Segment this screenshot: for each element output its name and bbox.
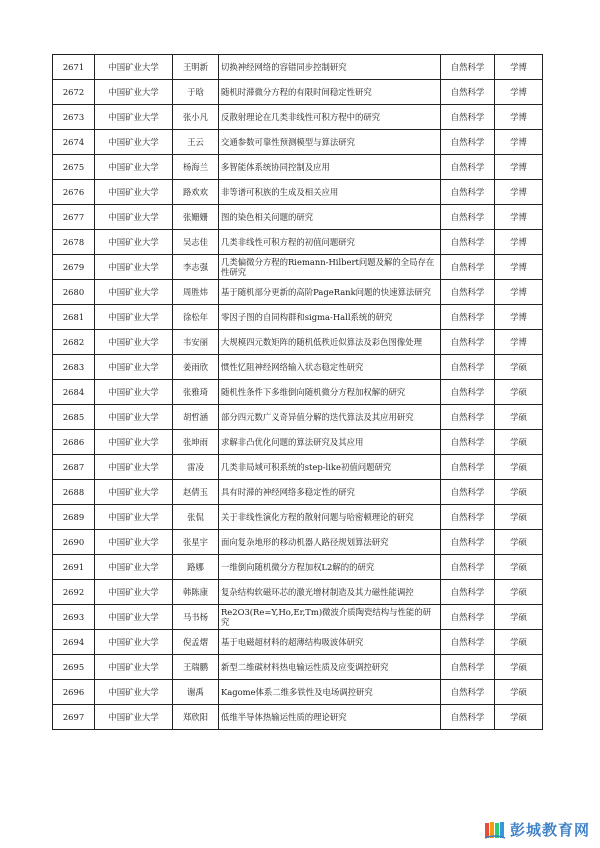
subject-category: 自然科学 [441,380,495,405]
thesis-title: 低维半导体热输运性质的理论研究 [219,705,441,730]
student-name: 张侃 [173,505,219,530]
thesis-title: Re2O3(Re=Y,Ho,Er,Tm)微波介质陶瓷结构与性能的研究 [219,605,441,630]
student-name: 杨海兰 [173,155,219,180]
student-name: 张雅琦 [173,380,219,405]
subject-category: 自然科学 [441,655,495,680]
record-number: 2679 [53,255,95,280]
record-number: 2685 [53,405,95,430]
record-number: 2676 [53,180,95,205]
student-name: 韦安丽 [173,330,219,355]
student-name: 周胜炜 [173,280,219,305]
thesis-title: 复杂结构软磁环芯的激光增材制造及其力磁性能调控 [219,580,441,605]
thesis-title: 基于随机部分更新的高阶PageRank问题的快速算法研究 [219,280,441,305]
subject-category: 自然科学 [441,455,495,480]
school-name: 中国矿业大学 [95,205,173,230]
subject-category: 自然科学 [441,555,495,580]
student-name: 王明新 [173,55,219,80]
thesis-title: 大规模四元数矩阵的随机低秩近似算法及彩色图像处理 [219,330,441,355]
student-name: 李志强 [173,255,219,280]
thesis-title: 新型二维碳材料热电输运性质及应变调控研究 [219,655,441,680]
degree-type: 学硕 [495,530,543,555]
school-name: 中国矿业大学 [95,455,173,480]
school-name: 中国矿业大学 [95,630,173,655]
school-name: 中国矿业大学 [95,705,173,730]
subject-category: 自然科学 [441,530,495,555]
school-name: 中国矿业大学 [95,430,173,455]
record-number: 2684 [53,380,95,405]
record-number: 2673 [53,105,95,130]
thesis-title: 部分四元数广义奇异值分解的迭代算法及其应用研究 [219,405,441,430]
record-number: 2675 [53,155,95,180]
table-row [53,305,543,330]
subject-category: 自然科学 [441,480,495,505]
student-name: 雷凌 [173,455,219,480]
thesis-title: Kagome体系二维多铁性及电场调控研究 [219,680,441,705]
student-name: 张坤雨 [173,430,219,455]
school-name: 中国矿业大学 [95,480,173,505]
subject-category: 自然科学 [441,405,495,430]
subject-category: 自然科学 [441,305,495,330]
subject-category: 自然科学 [441,355,495,380]
table-row [53,230,543,255]
student-name: 赵倩玉 [173,480,219,505]
student-name: 于晗 [173,80,219,105]
school-name: 中国矿业大学 [95,180,173,205]
school-name: 中国矿业大学 [95,155,173,180]
student-name: 韩陈康 [173,580,219,605]
thesis-title: 几类非局域可积系统的step-like初值问题研究 [219,455,441,480]
degree-type: 学硕 [495,605,543,630]
subject-category: 自然科学 [441,580,495,605]
table-row [53,280,543,305]
record-number: 2695 [53,655,95,680]
degree-type: 学硕 [495,405,543,430]
degree-type: 学博 [495,55,543,80]
record-number: 2692 [53,580,95,605]
table-row [53,55,543,80]
table-row [53,155,543,180]
thesis-title: 非等谱可积族的生成及相关应用 [219,180,441,205]
degree-type: 学硕 [495,380,543,405]
student-name: 姜雨欣 [173,355,219,380]
degree-type: 学博 [495,305,543,330]
subject-category: 自然科学 [441,330,495,355]
school-name: 中国矿业大学 [95,55,173,80]
subject-category: 自然科学 [441,605,495,630]
degree-type: 学硕 [495,505,543,530]
thesis-title: 图的染色相关问题的研究 [219,205,441,230]
book-icon [484,820,506,840]
school-name: 中国矿业大学 [95,280,173,305]
subject-category: 自然科学 [441,630,495,655]
thesis-title: 切换神经网络的容错同步控制研究 [219,55,441,80]
table-row [53,380,543,405]
record-number: 2688 [53,480,95,505]
degree-type: 学硕 [495,355,543,380]
record-number: 2686 [53,430,95,455]
degree-type: 学硕 [495,680,543,705]
student-name: 张小凡 [173,105,219,130]
table-row [53,130,543,155]
school-name: 中国矿业大学 [95,355,173,380]
degree-type: 学硕 [495,630,543,655]
student-name: 马书杨 [173,605,219,630]
record-number: 2690 [53,530,95,555]
degree-type: 学博 [495,205,543,230]
record-number: 2680 [53,280,95,305]
records-body [53,55,543,730]
school-name: 中国矿业大学 [95,255,173,280]
degree-type: 学硕 [495,580,543,605]
subject-category: 自然科学 [441,280,495,305]
table-row [53,580,543,605]
record-number: 2689 [53,505,95,530]
subject-category: 自然科学 [441,55,495,80]
table-row [53,480,543,505]
subject-category: 自然科学 [441,155,495,180]
thesis-title: 多智能体系统协同控制及应用 [219,155,441,180]
record-number: 2697 [53,705,95,730]
record-number: 2694 [53,630,95,655]
student-name: 王云 [173,130,219,155]
subject-category: 自然科学 [441,680,495,705]
thesis-title: 反散射理论在几类非线性可积方程中的研究 [219,105,441,130]
degree-type: 学博 [495,180,543,205]
school-name: 中国矿业大学 [95,530,173,555]
table-row [53,80,543,105]
degree-type: 学博 [495,155,543,180]
table-row [53,605,543,630]
school-name: 中国矿业大学 [95,655,173,680]
table-row [53,255,543,280]
school-name: 中国矿业大学 [95,680,173,705]
school-name: 中国矿业大学 [95,80,173,105]
table-row [53,430,543,455]
record-number: 2687 [53,455,95,480]
thesis-title: 惯性忆阻神经网络输入状态稳定性研究 [219,355,441,380]
table-row [53,205,543,230]
table-row [53,680,543,705]
degree-type: 学硕 [495,480,543,505]
degree-type: 学博 [495,330,543,355]
record-number: 2677 [53,205,95,230]
subject-category: 自然科学 [441,255,495,280]
school-name: 中国矿业大学 [95,105,173,130]
table-row [53,355,543,380]
school-name: 中国矿业大学 [95,555,173,580]
thesis-title: 几类非线性可积方程的初值问题研究 [219,230,441,255]
degree-type: 学博 [495,105,543,130]
table-row [53,555,543,580]
records-table [52,54,543,730]
school-name: 中国矿业大学 [95,230,173,255]
degree-type: 学博 [495,80,543,105]
table-row [53,405,543,430]
student-name: 谢禹 [173,680,219,705]
subject-category: 自然科学 [441,205,495,230]
table-row [53,630,543,655]
school-name: 中国矿业大学 [95,580,173,605]
thesis-title: 一维倒向随机微分方程加权L2解的的研究 [219,555,441,580]
record-number: 2672 [53,80,95,105]
subject-category: 自然科学 [441,705,495,730]
table-row [53,705,543,730]
subject-category: 自然科学 [441,105,495,130]
record-number: 2671 [53,55,95,80]
table-row [53,655,543,680]
degree-type: 学博 [495,230,543,255]
student-name: 张姗姗 [173,205,219,230]
degree-type: 学硕 [495,430,543,455]
student-name: 徐松年 [173,305,219,330]
subject-category: 自然科学 [441,430,495,455]
subject-category: 自然科学 [441,80,495,105]
degree-type: 学博 [495,280,543,305]
watermark-text: 彭城教育网 [509,821,590,839]
record-number: 2683 [53,355,95,380]
table-row [53,180,543,205]
degree-type: 学博 [495,255,543,280]
student-name: 路欢欢 [173,180,219,205]
degree-type: 学博 [495,130,543,155]
school-name: 中国矿业大学 [95,330,173,355]
student-name: 王瑞鹏 [173,655,219,680]
student-name: 张星宇 [173,530,219,555]
thesis-title: 随机性条件下多维倒向随机微分方程加权解的研究 [219,380,441,405]
subject-category: 自然科学 [441,180,495,205]
record-number: 2691 [53,555,95,580]
record-number: 2678 [53,230,95,255]
record-number: 2696 [53,680,95,705]
thesis-title: 基于电磁超材料的超薄结构吸波体研究 [219,630,441,655]
thesis-title: 具有时滞的神经网络多稳定性的研究 [219,480,441,505]
student-name: 胡哲涵 [173,405,219,430]
degree-type: 学硕 [495,655,543,680]
student-name: 吴志佳 [173,230,219,255]
thesis-title: 关于非线性演化方程的散射问题与哈密顿理论的研究 [219,505,441,530]
record-number: 2681 [53,305,95,330]
school-name: 中国矿业大学 [95,130,173,155]
degree-type: 学硕 [495,555,543,580]
subject-category: 自然科学 [441,230,495,255]
school-name: 中国矿业大学 [95,605,173,630]
table-row [53,505,543,530]
site-watermark [484,819,590,840]
table-row [53,105,543,130]
school-name: 中国矿业大学 [95,505,173,530]
thesis-title: 几类偏微分方程的Riemann-Hilbert问题及解的全局存在性研究 [219,255,441,280]
student-name: 路娜 [173,555,219,580]
degree-type: 学硕 [495,705,543,730]
record-number: 2693 [53,605,95,630]
table-row [53,330,543,355]
thesis-title: 随机时滞微分方程的有限时间稳定性研究 [219,80,441,105]
subject-category: 自然科学 [441,130,495,155]
table-row [53,530,543,555]
student-name: 郑欣阳 [173,705,219,730]
record-number: 2682 [53,330,95,355]
thesis-title: 面向复杂地形的移动机器人路径规划算法研究 [219,530,441,555]
subject-category: 自然科学 [441,505,495,530]
record-number: 2674 [53,130,95,155]
student-name: 倪孟熠 [173,630,219,655]
thesis-title: 求解非凸优化问题的算法研究及其应用 [219,430,441,455]
degree-type: 学硕 [495,455,543,480]
school-name: 中国矿业大学 [95,405,173,430]
table-row [53,455,543,480]
thesis-title: 交通参数可靠性预测模型与算法研究 [219,130,441,155]
thesis-title: 零因子图的自同构群和sigma-Hall系统的研究 [219,305,441,330]
school-name: 中国矿业大学 [95,380,173,405]
school-name: 中国矿业大学 [95,305,173,330]
